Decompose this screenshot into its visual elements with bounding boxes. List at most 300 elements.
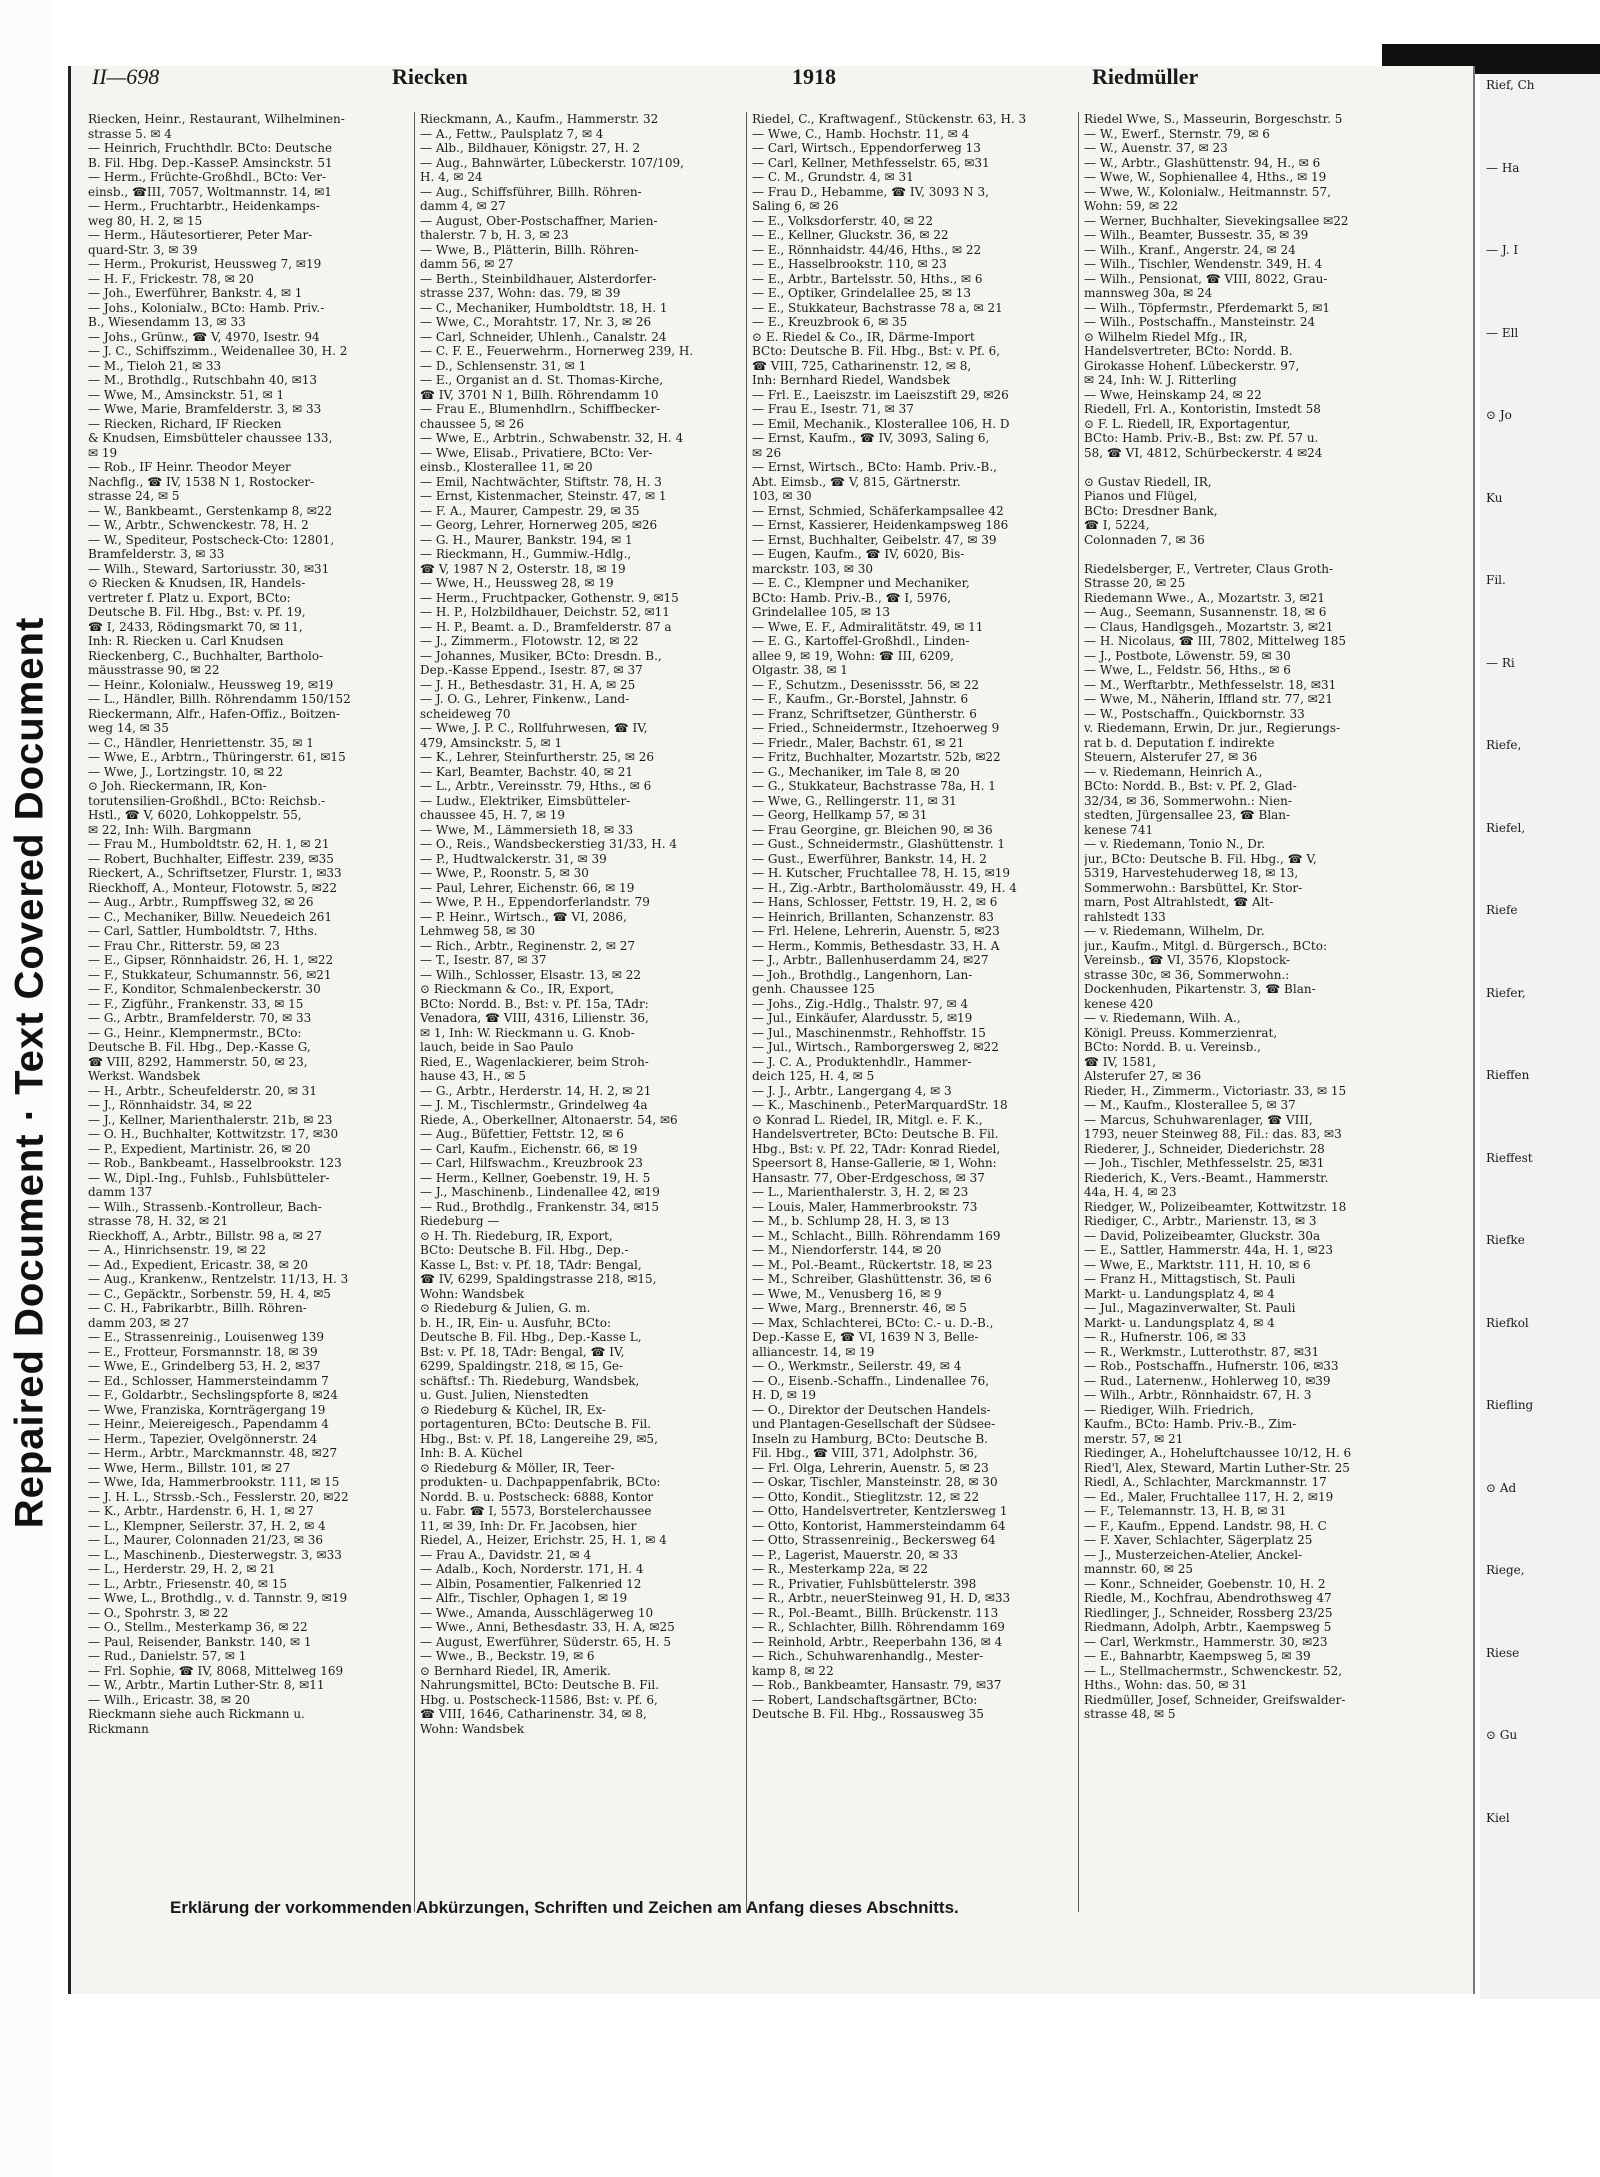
- directory-entry: ✉ 26: [752, 445, 782, 460]
- directory-entry: Inh: B. A. Küchel: [420, 1446, 523, 1460]
- directory-entry: — Otto, Handelsvertreter, Kentzlersweg 1: [752, 1504, 1008, 1518]
- directory-entry: — Ernst, Kaufm., ☎ IV, 3093, Saling 6,: [752, 431, 990, 445]
- directory-entry: — G. H., Maurer, Bankstr. 194, ✉ 1: [420, 532, 633, 547]
- directory-entry: — v. Riedemann, Wilhelm, Dr.: [1084, 924, 1265, 938]
- directory-entry: — Frl. Helene, Lehrerin, Auenstr. 5, ✉23: [752, 924, 1000, 938]
- directory-entry: — L., Händler, Billh. Röhrendamm 150/152: [88, 692, 351, 706]
- directory-entry: — Wwe, M., Venusberg 16, ✉ 9: [752, 1286, 942, 1301]
- directory-entry: — Rud., Danielstr. 57, ✉ 1: [88, 1649, 247, 1663]
- column-4: [1084, 112, 1404, 1912]
- directory-entry: — Werner, Buchhalter, Sievekingsallee ✉22: [1084, 213, 1349, 228]
- directory-entry: — Herm., Fruchtarbtr., Heidenkamps-: [88, 199, 320, 213]
- directory-entry: — Emil, Mechanik., Klosterallee 106, H. D: [752, 416, 1010, 431]
- directory-entry: Alsterufer 27, ✉ 36: [1084, 1069, 1202, 1083]
- directory-entry: — R., Schlachter, Billh. Röhrendamm 169: [752, 1620, 1005, 1634]
- directory-entry: Kaufm., BCto: Hamb. Priv.-B., Zim-: [1084, 1417, 1297, 1431]
- directory-entry: Dep.-Kasse E, ☎ VI, 1639 N 3, Belle-: [752, 1330, 979, 1344]
- directory-entry: Handelsvertreter, BCto: Deutsche B. Fil.: [752, 1127, 999, 1141]
- directory-entry: — E., Rönnhaidstr. 44/46, Hths., ✉ 22: [752, 242, 982, 257]
- directory-entry: Riedle, M., Kochfrau, Abendrothsweg 47: [1084, 1591, 1332, 1605]
- directory-entry: — W., Bankbeamt., Gerstenkamp 8, ✉22: [88, 503, 333, 518]
- directory-entry: — Johs., Zig.-Hdlg., Thalstr. 97, ✉ 4: [752, 996, 969, 1011]
- directory-entry: mannsweg 30a, ✉ 24: [1084, 286, 1213, 300]
- directory-entry: allee 9, ✉ 19, Wohn: ☎ III, 6209,: [752, 648, 954, 663]
- directory-entry: Rieckermann, Alfr., Hafen-Offiz., Boitzen-: [88, 706, 341, 721]
- directory-entry: — Riecken, Richard, IF Riecken: [88, 416, 282, 431]
- directory-entry: BCto: Deutsche B. Fil. Hbg., Dep.-: [420, 1243, 629, 1257]
- directory-entry: — Wilh., Strassenb.-Kontrolleur, Bach-: [88, 1199, 322, 1214]
- directory-entry: ⊙ Riecken & Knudsen, IR, Handels-: [88, 576, 306, 590]
- directory-entry: kamp 8, ✉ 22: [752, 1663, 834, 1678]
- directory-entry: Rieckenberg, C., Buchhalter, Bartholo-: [88, 648, 324, 663]
- directory-entry: — M., b. Schlump 28, H. 3, ✉ 13: [752, 1214, 950, 1228]
- directory-entry: — F., Schutzm., Desenissstr. 56, ✉ 22: [752, 677, 980, 692]
- directory-entry: — Wwe, M., Näherin, Iffland str. 77, ✉21: [1084, 692, 1334, 706]
- directory-entry: Riedger, W., Polizeibeamter, Kottwitzstr. 18: [1084, 1199, 1347, 1214]
- directory-entry: v. Riedemann, Erwin, Dr. jur., Regierungs-: [1084, 721, 1341, 735]
- column-3: [752, 112, 1072, 1912]
- directory-entry: mannstr. 60, ✉ 25: [1084, 1562, 1194, 1576]
- directory-entry: — August, Ober-Postschaffner, Marien-: [420, 213, 658, 228]
- directory-entry: — J., Musterzeichen-Atelier, Anckel-: [1084, 1547, 1303, 1562]
- directory-entry: strasse 30c, ✉ 36, Sommerwohn.:: [1084, 967, 1290, 982]
- directory-entry: — Paul, Lehrer, Eichenstr. 66, ✉ 19: [420, 880, 635, 895]
- directory-entry: damm 56, ✉ 27: [420, 257, 514, 271]
- directory-entry: — Ernst, Kistenmacher, Steinstr. 47, ✉ 1: [420, 489, 667, 503]
- directory-entry: — Robert, Buchhalter, Eiffestr. 239, ✉35: [88, 851, 334, 866]
- next-page-line: Rieffen: [1486, 1068, 1530, 1082]
- directory-entry: Werkst. Wandsbek: [88, 1069, 201, 1083]
- directory-entry: ⊙ Konrad L. Riedel, IR, Mitgl. e. F. K.,: [752, 1112, 983, 1127]
- directory-entry: — v. Riedemann, Tonio N., Dr.: [1084, 837, 1266, 851]
- directory-entry: — Konr., Schneider, Goebenstr. 10, H. 2: [1084, 1576, 1326, 1591]
- directory-entry: H. 4, ✉ 24: [420, 170, 483, 184]
- directory-entry: — Wilh., Steward, Sartoriusstr. 30, ✉31: [88, 561, 330, 576]
- directory-entry: — Max, Schlachterei, BCto: C.- u. D.-B.,: [752, 1315, 994, 1330]
- directory-entry: Riedemann Wwe., A., Mozartstr. 3, ✉21: [1084, 590, 1325, 605]
- directory-entry: — E., Kellner, Gluckstr. 36, ✉ 22: [752, 228, 949, 242]
- directory-entry: — Herm., Häutesortierer, Peter Mar-: [88, 228, 313, 242]
- directory-entry: — R., Hufnerstr. 106, ✉ 33: [1084, 1330, 1247, 1344]
- directory-entry: ⊙ Gustav Riedell, IR,: [1084, 474, 1212, 489]
- directory-entry: BCto: Dresdner Bank,: [1084, 503, 1218, 518]
- next-page-line: ⊙ Gu: [1486, 1728, 1518, 1742]
- directory-entry: — E., Arbtr., Bartelsstr. 50, Hths., ✉ 6: [752, 271, 983, 286]
- directory-entry: — P., Expedient, Martinistr. 26, ✉ 20: [88, 1141, 311, 1156]
- next-page-line: ⊙ Ad: [1486, 1480, 1517, 1495]
- directory-entry: — Heinr., Meiereigesch., Papendamm 4: [88, 1417, 329, 1431]
- directory-entry: — Johannes, Musiker, BCto: Dresdn. B.,: [420, 648, 662, 663]
- directory-entry: — E., Frotteur, Forsmannstr. 18, ✉ 39: [88, 1344, 318, 1359]
- directory-entry: — Jul., Einkäufer, Alardusstr. 5, ✉19: [752, 1011, 973, 1025]
- directory-entry: — Rob., Bankbeamter, Hansastr. 79, ✉37: [752, 1678, 1002, 1692]
- directory-entry: — Herm., Früchte-Großhdl., BCto: Ver-: [88, 170, 326, 184]
- directory-entry: — Herm., Tapezier, Ovelgönnerstr. 24: [88, 1431, 318, 1446]
- directory-entry: — M., Pol.-Beamt., Rückertstr. 18, ✉ 23: [752, 1257, 993, 1272]
- directory-entry: — J., Arbtr., Ballenhuserdamm 24, ✉27: [752, 953, 989, 967]
- directory-entry: — P. Heinr., Wirtsch., ☎ VI, 2086,: [420, 909, 627, 924]
- directory-entry: jur., BCto: Deutsche B. Fil. Hbg., ☎ V,: [1084, 851, 1317, 866]
- column-divider: [746, 112, 747, 1912]
- directory-entry: damm 203, ✉ 27: [88, 1315, 190, 1330]
- directory-entry: einsb., Klosterallee 11, ✉ 20: [420, 460, 593, 474]
- next-page-line: Kiel: [1486, 1810, 1510, 1825]
- directory-entry: — Otto, Kondit., Stieglitzstr. 12, ✉ 22: [752, 1489, 980, 1504]
- directory-entry: Rickmann: [88, 1721, 149, 1736]
- directory-entry: — Frl. Sophie, ☎ IV, 8068, Mittelweg 169: [88, 1663, 344, 1678]
- directory-entry: — Karl, Beamter, Bachstr. 40, ✉ 21: [420, 764, 634, 779]
- directory-entry: — Otto, Strassenreinig., Beckersweg 64: [752, 1533, 996, 1547]
- directory-entry: — Wilh., Schlosser, Elsastr. 13, ✉ 22: [420, 967, 641, 982]
- directory-entry: — W., Arbtr., Martin Luther-Str. 8, ✉11: [88, 1678, 325, 1692]
- directory-entry: Riedmann, Adolph, Arbtr., Kaempsweg 5: [1084, 1620, 1332, 1634]
- directory-entry: — M., Werftarbtr., Methfesselstr. 18, ✉31: [1084, 677, 1337, 692]
- directory-entry: — Wwe, G., Rellingerstr. 11, ✉ 31: [752, 793, 957, 808]
- directory-entry: — F. A., Maurer, Campestr. 29, ✉ 35: [420, 503, 640, 518]
- directory-entry: — Riediger, Wilh. Friedrich,: [1084, 1402, 1254, 1417]
- directory-entry: strasse 5. ✉ 4: [88, 126, 172, 141]
- directory-entry: — J., Kellner, Marienthalerstr. 21b, ✉ 23: [88, 1112, 333, 1127]
- directory-entry: — C. H., Fabrikarbtr., Billh. Röhren-: [88, 1301, 307, 1315]
- column-divider: [1078, 112, 1079, 1912]
- directory-entry: — J. C. A., Produktenhdlr., Hammer-: [752, 1054, 972, 1069]
- directory-entry: Nahrungsmittel, BCto: Deutsche B. Fil.: [420, 1678, 660, 1692]
- directory-entry: — Wwe, W., Sophienallee 4, Hths., ✉ 19: [1084, 170, 1327, 184]
- directory-entry: thalerstr. 7 b, H. 3, ✉ 23: [420, 228, 569, 242]
- directory-entry: ⊙ Rieckmann & Co., IR, Export,: [420, 982, 614, 996]
- directory-entry: Nordd. B. u. Postscheck: 6888, Kontor: [420, 1489, 654, 1504]
- directory-entry: — G., Mechaniker, im Tale 8, ✉ 20: [752, 764, 960, 779]
- directory-entry: Grindelallee 105, ✉ 13: [752, 605, 891, 619]
- directory-entry: ⊙ Riedeburg & Julien, G. m.: [420, 1301, 591, 1315]
- directory-entry: — Wwe, J. P. C., Rollfuhrwesen, ☎ IV,: [420, 721, 648, 735]
- directory-entry: — Frl. Olga, Lehrerin, Auenstr. 5, ✉ 23: [752, 1460, 989, 1475]
- directory-entry: — Wwe, Heinskamp 24, ✉ 22: [1084, 387, 1262, 402]
- directory-entry: [1084, 547, 1404, 562]
- directory-entry: schäftsf.: Th. Riedeburg, Wandsbek,: [420, 1373, 640, 1388]
- directory-entry: — Wilh., Arbtr., Rönnhaidstr. 67, H. 3: [1084, 1388, 1312, 1402]
- directory-entry: 58, ☎ VI, 4812, Schürbeckerstr. 4 ✉24: [1084, 445, 1323, 460]
- directory-entry: — L., Arbtr., Vereinsstr. 79, Hths., ✉ 6: [420, 779, 652, 793]
- directory-entry: — August, Ewerführer, Süderstr. 65, H. 5: [420, 1634, 672, 1649]
- directory-entry: strasse 48, ✉ 5: [1084, 1707, 1176, 1721]
- directory-entry: strasse 24, ✉ 5: [88, 489, 180, 503]
- directory-entry: ☎ VIII, 725, Catharinenstr. 12, ✉ 8,: [752, 358, 972, 373]
- directory-entry: torutensilien-Großhdl., BCto: Reichsb.-: [88, 793, 326, 808]
- directory-entry: — Rud., Brothdlg., Frankenstr. 34, ✉15: [420, 1199, 659, 1214]
- directory-entry: — O., Eisenb.-Schaffn., Lindenallee 76,: [752, 1373, 990, 1388]
- directory-entry: — O., Werkmstr., Seilerstr. 49, ✉ 4: [752, 1359, 962, 1373]
- directory-entry: — J. H. L., Strssb.-Sch., Fesslerstr. 20, ✉22: [88, 1489, 349, 1504]
- directory-entry: — Wwe, M., Lämmersieth 18, ✉ 33: [420, 822, 634, 837]
- catchword-right: Riedmüller: [1092, 64, 1199, 89]
- directory-entry: — Jul., Magazinverwalter, St. Pauli: [1084, 1301, 1296, 1315]
- directory-entry: — Wilh., Pensionat, ☎ VIII, 8022, Grau-: [1084, 271, 1328, 286]
- directory-entry: Hbg., Bst: v. Pf. 22, TAdr: Konrad Riedel,: [752, 1141, 1001, 1156]
- directory-entry: Riecken, Heinr., Restaurant, Wilhelminen-: [88, 112, 345, 126]
- directory-entry: ⊙ Riedeburg & Möller, IR, Teer-: [420, 1460, 615, 1475]
- directory-entry: — E., Sattler, Hammerstr. 44a, H. 1, ✉23: [1084, 1243, 1333, 1257]
- directory-entry: — Frau Georgine, gr. Bleichen 90, ✉ 36: [752, 822, 993, 837]
- directory-entry: 32/34, ✉ 36, Sommerwohn.: Nien-: [1084, 793, 1292, 808]
- directory-entry: Hbg., Bst: v. Pf. 18, Langereihe 29, ✉5,: [420, 1431, 658, 1446]
- directory-entry: — E., Strassenreinig., Louisenweg 139: [88, 1330, 324, 1344]
- directory-entry: — Wwe, B., Plätterin, Billh. Röhren-: [420, 242, 639, 257]
- directory-entry: — R., Mesterkamp 22a, ✉ 22: [752, 1562, 928, 1576]
- directory-entry: — R., Werkmstr., Lutterothstr. 87, ✉31: [1084, 1344, 1320, 1359]
- directory-entry: — M., Niendorferstr. 144, ✉ 20: [752, 1243, 942, 1257]
- directory-entry: — Carl, Sattler, Humboldtstr. 7, Hths.: [88, 924, 318, 938]
- directory-entry: — Gust., Schneidermstr., Glashüttenstr. 1: [752, 837, 1005, 851]
- directory-entry: — Wilh., Postschaffn., Mansteinstr. 24: [1084, 315, 1316, 329]
- directory-entry: — C. F. E., Feuerwehrm., Hornerweg 239, H.: [420, 344, 694, 358]
- directory-entry: — Wwe, P., Roonstr. 5, ✉ 30: [420, 866, 589, 880]
- directory-entry: — F., Telemannstr. 13, H. B, ✉ 31: [1084, 1504, 1287, 1518]
- directory-entry: — Wwe, Marie, Bramfelderstr. 3, ✉ 33: [88, 402, 322, 416]
- directory-entry: Abt. Eimsb., ☎ V, 815, Gärtnerstr.: [752, 474, 961, 489]
- directory-entry: — Wilh., Töpfermstr., Pferdemarkt 5, ✉1: [1084, 300, 1330, 315]
- directory-entry: — Ernst, Kassierer, Heidenkampsweg 186: [752, 518, 1009, 532]
- directory-entry: Vereinsb., ☎ VI, 3576, Klopstock-: [1084, 953, 1291, 967]
- directory-entry: chaussee 5, ✉ 26: [420, 416, 525, 431]
- directory-entry: scheideweg 70: [420, 706, 511, 721]
- directory-entry: portagenturen, BCto: Deutsche B. Fil.: [420, 1417, 652, 1431]
- directory-entry: — Jul., Maschinenmstr., Rehhoffstr. 15: [752, 1025, 986, 1040]
- directory-entry: Rieckhoff, A., Arbtr., Billstr. 98 a, ✉ 27: [88, 1228, 322, 1243]
- directory-entry: ☎ I, 2433, Rödingsmarkt 70, ✉ 11,: [88, 619, 303, 634]
- directory-entry: — Wwe, E., Arbtrin., Schwabenstr. 32, H. 4: [420, 431, 684, 445]
- directory-entry: — O., Direktor der Deutschen Handels-: [752, 1402, 991, 1417]
- directory-entry: — Wilh., Kranf., Angerstr. 24, ✉ 24: [1084, 242, 1296, 257]
- directory-entry: — Wwe, L., Feldstr. 56, Hths., ✉ 6: [1084, 663, 1291, 677]
- directory-entry: — Wwe., Anni, Bethesdastr. 33, H. A, ✉25: [420, 1620, 675, 1634]
- next-page-line: Riefke: [1486, 1233, 1525, 1247]
- directory-entry: — A., Fettw., Paulsplatz 7, ✉ 4: [420, 126, 604, 141]
- directory-entry: mäusstrasse 90, ✉ 22: [88, 663, 220, 677]
- directory-entry: — J., Postbote, Löwenstr. 59, ✉ 30: [1084, 648, 1291, 663]
- directory-entry: 1793, neuer Steinweg 88, Fil.: das. 83, ✉3: [1084, 1127, 1342, 1141]
- directory-entry: — Alb., Bildhauer, Königstr. 27, H. 2: [420, 141, 641, 155]
- directory-entry: BCto: Nordd. B. u. Vereinsb.,: [1084, 1040, 1261, 1054]
- directory-entry: — Rich., Schuhwarenhandlg., Mester-: [752, 1649, 984, 1663]
- directory-entry: — Rob., Bankbeamt., Hasselbrookstr. 123: [88, 1156, 342, 1170]
- directory-entry: — Wwe, J., Lortzingstr. 10, ✉ 22: [88, 764, 283, 779]
- next-page-line: Riefer,: [1486, 985, 1526, 1000]
- directory-entry: — C., Gepäcktr., Sorbenstr. 59, H. 4, ✉5: [88, 1286, 331, 1301]
- directory-entry: Lehmweg 58, ✉ 30: [420, 924, 536, 938]
- directory-entry: Fil. Hbg., ☎ VIII, 371, Adolphstr. 36,: [752, 1446, 978, 1460]
- directory-entry: — W., Dipl.-Ing., Fuhlsb., Fuhlsbütteler-: [88, 1170, 330, 1185]
- directory-entry: Deutsche B. Fil. Hbg., Dep.-Kasse L,: [420, 1330, 642, 1344]
- directory-entry: Riederer, J., Schneider, Diederichstr. 28: [1084, 1141, 1325, 1156]
- directory-entry: Deutsche B. Fil. Hbg., Rossausweg 35: [752, 1707, 984, 1721]
- footer-note: Erklärung der vorkommenden Abkürzungen, Schriften und Zeichen am Anfang dieses Abschnitts.: [170, 1898, 959, 1917]
- directory-entry: ✉ 24, Inh: W. J. Ritterling: [1084, 373, 1237, 387]
- directory-entry: — R., Arbtr., neuerSteinweg 91, H. D, ✉33: [752, 1591, 1011, 1605]
- directory-entry: — Wwe, Franziska, Kornträgergang 19: [88, 1402, 326, 1417]
- directory-entry: alliancestr. 14, ✉ 19: [752, 1344, 875, 1359]
- directory-entry: — Ernst, Schmied, Schäferkampsallee 42: [752, 503, 1004, 518]
- directory-entry: ☎ IV, 1581,: [1084, 1054, 1157, 1069]
- directory-entry: — Joh., Tischler, Methfesselstr. 25, ✉31: [1084, 1156, 1325, 1170]
- directory-entry: — Ernst, Buchhalter, Geibelstr. 47, ✉ 39: [752, 532, 997, 547]
- directory-entry: — Berth., Steinbildhauer, Alsterdorfer-: [420, 271, 657, 286]
- year: 1918: [792, 64, 836, 89]
- next-page-line: Riefe,: [1486, 738, 1522, 752]
- directory-entry: — F. Xaver, Schlachter, Sägerplatz 25: [1084, 1533, 1313, 1547]
- directory-entry: ⊙ E. Riedel & Co., IR, Därme-Import: [752, 329, 975, 344]
- directory-entry: Riedmüller, Josef, Schneider, Greifswalder-: [1084, 1692, 1346, 1707]
- directory-entry: — Wwe, E., Arbtrn., Thüringerstr. 61, ✉15: [88, 750, 346, 764]
- directory-entry: Inseln zu Hamburg, BCto: Deutsche B.: [752, 1431, 988, 1446]
- directory-entry: rahlstedt 133: [1084, 909, 1166, 924]
- directory-entry: — David, Polizeibeamter, Gluckstr. 30a: [1084, 1228, 1321, 1243]
- directory-entry: Handelsvertreter, BCto: Nordd. B.: [1084, 344, 1293, 358]
- directory-entry: — Rich., Arbtr., Reginenstr. 2, ✉ 27: [420, 938, 635, 953]
- directory-entry: — Franz H., Mittagstisch, St. Pauli: [1084, 1272, 1296, 1286]
- directory-entry: — E., Optiker, Grindelallee 25, ✉ 13: [752, 286, 972, 300]
- directory-entry: Girokasse Hohenf. Lübeckerstr. 97,: [1084, 358, 1300, 373]
- directory-entry: Riedel Wwe, S., Masseurin, Borgeschstr. 5: [1084, 112, 1343, 126]
- directory-entry: ✉ 22, Inh: Wilh. Bargmann: [88, 822, 252, 837]
- next-page-fragment: [1486, 78, 1596, 1988]
- directory-entry: — Wwe, C., Hamb. Hochstr. 11, ✉ 4: [752, 126, 970, 141]
- directory-entry: — G., Stukkateur, Bachstrasse 78a, H. 1: [752, 779, 996, 793]
- directory-entry: — E., Stukkateur, Bachstrasse 78 a, ✉ 21: [752, 300, 1003, 315]
- directory-entry: — E., Gipser, Rönnhaidstr. 26, H. 1, ✉22: [88, 953, 334, 967]
- directory-entry: Königl. Preuss. Kommerzienrat,: [1084, 1025, 1278, 1040]
- directory-entry: — Wwe, Elisab., Privatiere, BCto: Ver-: [420, 445, 653, 460]
- directory-entry: 479, Amsinckstr. 5, ✉ 1: [420, 735, 563, 750]
- directory-entry: [1084, 460, 1404, 475]
- directory-entry: — J. C., Schiffszimm., Weidenallee 30, H. 2: [88, 344, 348, 358]
- directory-entry: — Wilh., Ericastr. 38, ✉ 20: [88, 1692, 251, 1707]
- directory-entry: deich 125, H. 4, ✉ 5: [752, 1069, 875, 1083]
- directory-entry: Kasse L, Bst: v. Pf. 18, TAdr: Bengal,: [420, 1257, 642, 1272]
- directory-entry: marckstr. 103, ✉ 30: [752, 561, 873, 576]
- directory-entry: — Herm., Kommis, Bethesdastr. 33, H. A: [752, 938, 1000, 953]
- directory-entry: ⊙ Wilhelm Riedel Mfg., IR,: [1084, 329, 1248, 344]
- directory-entry: rat b. d. Deputation f. indirekte: [1084, 735, 1275, 750]
- directory-entry: — Ernst, Wirtsch., BCto: Hamb. Priv.-B.,: [752, 460, 997, 474]
- directory-entry: — Ed., Maler, Fruchtallee 117, H. 2, ✉19: [1084, 1489, 1334, 1504]
- directory-entry: — Ludw., Elektriker, Eimsbütteler-: [420, 793, 631, 808]
- directory-entry: — F., Goldarbtr., Sechslingspforte 8, ✉24: [88, 1388, 338, 1402]
- directory-entry: — Herm., Fruchtpacker, Gothenstr. 9, ✉15: [420, 590, 679, 605]
- directory-entry: — W., Ewerf., Sternstr. 79, ✉ 6: [1084, 126, 1270, 141]
- directory-entry: ✉ 19: [88, 445, 118, 460]
- directory-entry: — H. Kutscher, Fruchtallee 78, H. 15, ✉19: [752, 866, 1011, 880]
- directory-entry: u. Fabr. ☎ I, 5573, Borstelerchaussee: [420, 1504, 652, 1518]
- directory-entry: kenese 420: [1084, 996, 1154, 1011]
- directory-entry: Ried, E., Wagenlackierer, beim Stroh-: [420, 1054, 649, 1069]
- directory-entry: Saling 6, ✉ 26: [752, 199, 839, 213]
- directory-entry: — Heinr., Kolonialw., Heussweg 19, ✉19: [88, 677, 334, 692]
- directory-entry: — Frau E., Isestr. 71, ✉ 37: [752, 402, 914, 416]
- directory-entry: — W., Spediteur, Postscheck-Cto: 12801,: [88, 532, 335, 547]
- directory-entry: Riedlinger, J., Schneider, Rossberg 23/25: [1084, 1605, 1333, 1620]
- directory-entry: — W., Arbtr., Glashüttenstr. 94, H., ✉ 6: [1084, 155, 1321, 170]
- directory-entry: — E., Organist an d. St. Thomas-Kirche,: [420, 373, 664, 387]
- directory-entry: vertreter f. Platz u. Export, BCto:: [88, 590, 291, 605]
- directory-entry: — H. P., Holzbildhauer, Deichstr. 52, ✉11: [420, 605, 670, 619]
- directory-entry: — Alfr., Tischler, Ophagen 1, ✉ 19: [420, 1591, 628, 1605]
- directory-entry: Dep.-Kasse Eppend., Isestr. 87, ✉ 37: [420, 663, 643, 677]
- directory-entry: — Fried., Schneidermstr., Itzehoerweg 9: [752, 721, 1000, 735]
- directory-entry: Riedel, C., Kraftwagenf., Stückenstr. 63, H. 3: [752, 112, 1027, 126]
- directory-entry: — Adalb., Koch, Norderstr. 171, H. 4: [420, 1562, 644, 1576]
- directory-entry: Riediger, C., Arbtr., Marienstr. 13, ✉ 3: [1084, 1214, 1317, 1228]
- next-page-line: Riese: [1486, 1645, 1520, 1660]
- directory-entry: — P., Lagerist, Mauerstr. 20, ✉ 33: [752, 1547, 959, 1562]
- catchword-left: Riecken: [392, 64, 468, 89]
- next-page-line: — Ha: [1486, 160, 1520, 175]
- directory-entry: — Carl, Werkmstr., Hammerstr. 30, ✉23: [1084, 1634, 1328, 1649]
- directory-entry: quard-Str. 3, ✉ 39: [88, 242, 198, 257]
- directory-entry: — G., Arbtr., Bramfelderstr. 70, ✉ 33: [88, 1011, 312, 1025]
- directory-entry: — J. H., Bethesdastr. 31, H. A, ✉ 25: [420, 677, 636, 692]
- next-page-line: — Ri: [1486, 655, 1515, 670]
- directory-entry: ☎ VIII, 1646, Catharinenstr. 34, ✉ 8,: [420, 1707, 647, 1721]
- directory-entry: — Hans, Schlosser, Fettstr. 19, H. 2, ✉ 6: [752, 895, 998, 909]
- directory-entry: — L., Klempner, Seilerstr. 37, H. 2, ✉ 4: [88, 1518, 326, 1533]
- directory-entry: — Aug., Büfettier, Fettstr. 12, ✉ 6: [420, 1127, 624, 1141]
- directory-entry: — Georg, Lehrer, Hornerweg 205, ✉26: [420, 518, 658, 532]
- directory-entry: Wohn: Wandsbek: [420, 1286, 525, 1301]
- scan-side-strip: [0, 0, 52, 2177]
- next-page-line: Ku: [1486, 490, 1503, 505]
- directory-entry: — Wwe., Amanda, Ausschlägerweg 10: [420, 1605, 654, 1620]
- directory-entry: — O., Reis., Wandsbeckerstieg 31/33, H. 4: [420, 837, 677, 851]
- directory-entry: — Wwe, H., Heussweg 28, ✉ 19: [420, 576, 614, 590]
- directory-entry: — Ad., Expedient, Ericastr. 38, ✉ 20: [88, 1257, 308, 1272]
- directory-entry: — K., Lehrer, Steinfurtherstr. 25, ✉ 26: [420, 750, 654, 764]
- directory-entry: — Frl. E., Laeiszstr. im Laeiszstift 29, ✉26: [752, 387, 1009, 402]
- directory-entry: — Wwe, Herm., Billstr. 101, ✉ 27: [88, 1460, 291, 1475]
- directory-entry: — Wwe, E. F., Admiralitätstr. 49, ✉ 11: [752, 619, 984, 634]
- directory-entry: — M., Tieloh 21, ✉ 33: [88, 358, 222, 373]
- directory-entry: — Reinhold, Arbtr., Reeperbahn 136, ✉ 4: [752, 1634, 1003, 1649]
- directory-entry: — Carl, Schneider, Uhlenh., Canalstr. 24: [420, 329, 667, 344]
- directory-entry: einsb., ☎III, 7057, Woltmannstr. 14, ✉1: [88, 184, 332, 199]
- directory-entry: — Carl, Kaufm., Eichenstr. 66, ✉ 19: [420, 1141, 638, 1156]
- directory-entry: Markt- u. Landungsplatz 4, ✉ 4: [1084, 1315, 1275, 1330]
- directory-entry: ☎ VIII, 8292, Hammerstr. 50, ✉ 23,: [88, 1054, 308, 1069]
- directory-entry: B., Wiesendamm 13, ✉ 33: [88, 315, 246, 329]
- directory-entry: — Claus, Handlgsgeh., Mozartstr. 3, ✉21: [1084, 619, 1334, 634]
- directory-entry: jur., Kaufm., Mitgl. d. Bürgersch., BCto:: [1084, 938, 1327, 953]
- directory-entry: ⊙ Joh. Rieckermann, IR, Kon-: [88, 779, 267, 793]
- directory-entry: — L., Arbtr., Friesenstr. 40, ✉ 15: [88, 1576, 288, 1591]
- directory-entry: BCto: Hamb. Priv.-B., Bst: zw. Pf. 57 u.: [1084, 431, 1319, 445]
- directory-entry: — A., Hinrichsenstr. 19, ✉ 22: [88, 1243, 267, 1257]
- directory-entry: Markt- u. Landungsplatz 4, ✉ 4: [1084, 1286, 1275, 1301]
- directory-entry: merstr. 57, ✉ 21: [1084, 1431, 1184, 1446]
- directory-entry: — O., Spohrstr. 3, ✉ 22: [88, 1605, 229, 1620]
- directory-entry: — Frau Chr., Ritterstr. 59, ✉ 23: [88, 938, 280, 953]
- directory-entry: — Rob., IF Heinr. Theodor Meyer: [88, 460, 291, 474]
- directory-entry: — Paul, Reisender, Bankstr. 140, ✉ 1: [88, 1634, 312, 1649]
- directory-entry: Riederich, K., Vers.-Beamt., Hammerstr.: [1084, 1170, 1329, 1185]
- directory-entry: — Herm., Arbtr., Marckmannstr. 48, ✉27: [88, 1446, 338, 1460]
- directory-entry: — W., Postschaffn., Quickbornstr. 33: [1084, 706, 1305, 721]
- next-page-line: — J. I: [1486, 243, 1519, 257]
- directory-entry: Rieder, H., Zimmerm., Victoriastr. 33, ✉ 15: [1084, 1083, 1347, 1098]
- directory-entry: — Herm., Prokurist, Heussweg 7, ✉19: [88, 257, 322, 271]
- directory-entry: Hths., Wohn: das. 50, ✉ 31: [1084, 1678, 1248, 1692]
- next-page-line: Riefel,: [1486, 820, 1526, 835]
- directory-entry: — Herm., Kellner, Goebenstr. 19, H. 5: [420, 1170, 651, 1185]
